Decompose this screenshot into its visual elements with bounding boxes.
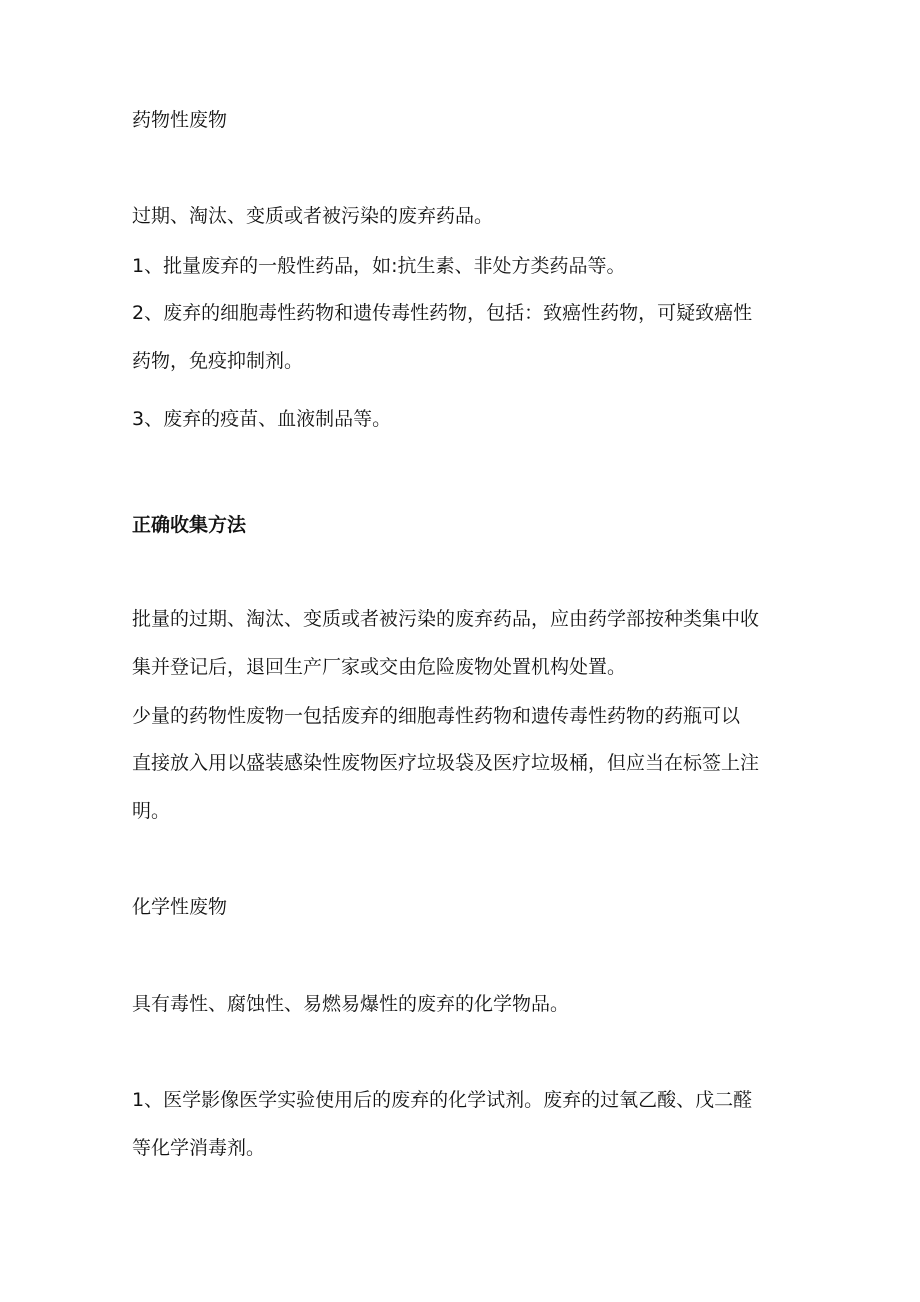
list-item-pharma-1: 1、批量废弃的一般性药品，如:抗生素、非处方类药品等。 [132, 255, 626, 277]
paragraph-chem-intro: 具有毒性、腐蚀性、易燃易爆性的废弃的化学物品。 [132, 993, 570, 1015]
paragraph-collection-2-line-1: 少量的药物性废物一包括废弃的细胞毒性药物和遗传毒性药物的药瓶可以 [132, 705, 741, 727]
list-item-pharma-2-line-1: 2、废弃的细胞毒性药物和遗传毒性药物，包括：致癌性药物，可疑致癌性 [132, 302, 753, 324]
section-heading-chemical-waste: 化学性废物 [132, 896, 228, 918]
paragraph-pharma-intro: 过期、淘汰、变质或者被污染的废弃药品。 [132, 205, 494, 227]
list-item-pharma-3: 3、废弃的疫苗、血液制品等。 [132, 408, 392, 430]
list-item-pharma-2-line-2: 药物，免疫抑制剂。 [132, 350, 304, 372]
paragraph-collection-1-line-2: 集并登记后，退回生产厂家或交由危险废物处置机构处置。 [132, 656, 627, 678]
section-heading-pharmaceutical-waste: 药物性废物 [132, 109, 228, 131]
paragraph-collection-1-line-1: 批量的过期、淘汰、变质或者被污染的废弃药品，应由药学部按种类集中收 [132, 608, 760, 630]
list-item-chem-1-line-1: 1、医学影像医学实验使用后的废弃的化学试剂。废弃的过氧乙酸、戊二醛 [132, 1089, 753, 1111]
section-heading-collection-method: 正确收集方法 [132, 514, 247, 536]
paragraph-collection-2-line-3: 明。 [132, 800, 171, 822]
paragraph-collection-2-line-2: 直接放入用以盛装感染性废物医疗垃圾袋及医疗垃圾桶，但应当在标签上注 [132, 752, 760, 774]
list-item-chem-1-line-2: 等化学消毒剂。 [132, 1137, 266, 1159]
